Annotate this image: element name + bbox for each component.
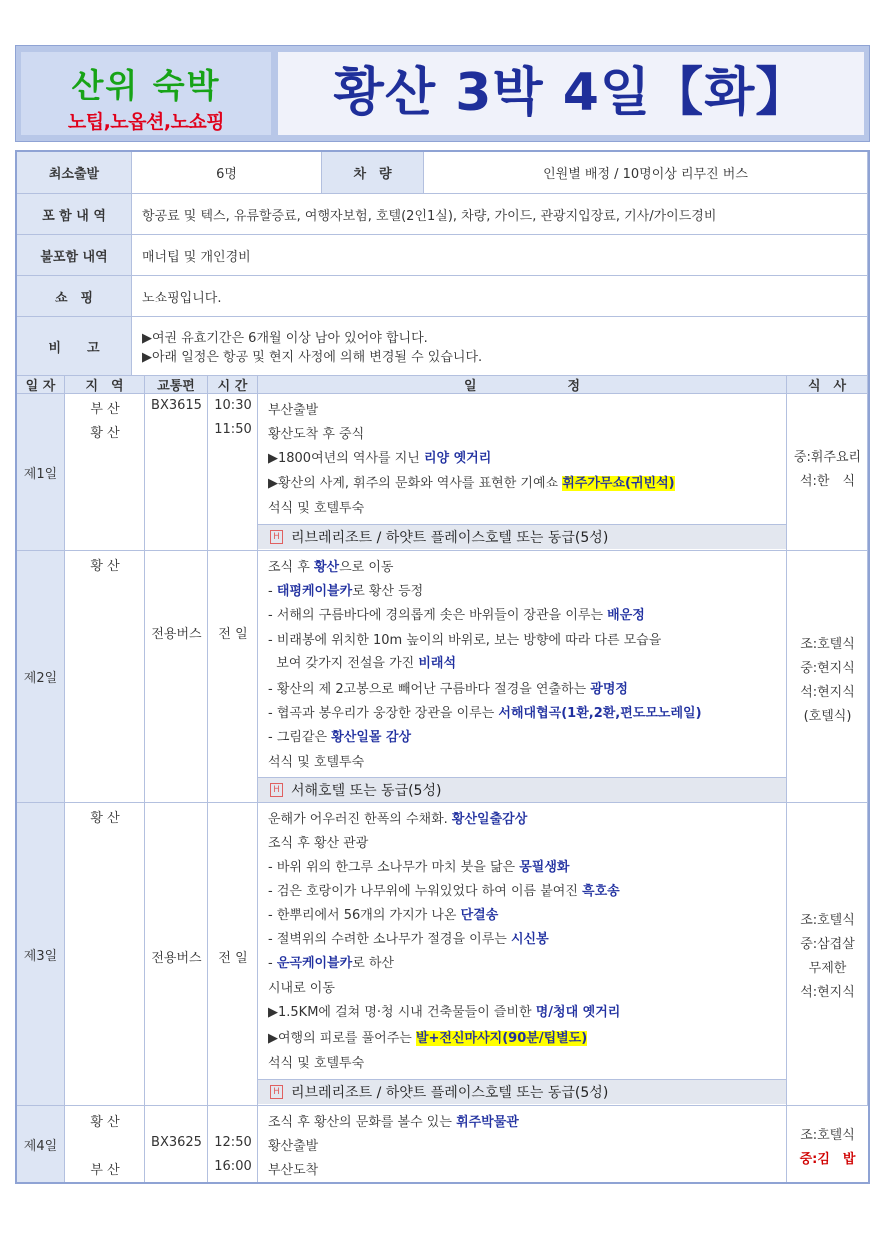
schedule-line: 조식 후 황산의 문화를 볼수 있는 휘주박물관	[268, 1115, 519, 1130]
day-schedule-cell	[258, 394, 787, 551]
region-text: 황 산	[90, 811, 120, 826]
shopping-value: 노쇼핑입니다.	[132, 276, 868, 317]
header-banner	[15, 45, 870, 142]
hotel-row: H 리브레리조트 / 하얏트 플레이스호텔 또는 동급(5성)	[258, 524, 786, 549]
time-text: 전 일	[218, 951, 248, 966]
page-title: 황산 3박 4일【화】	[333, 63, 809, 123]
schedule-line: 황산도착 후 중식	[268, 427, 365, 442]
col-header-day: 일 자	[17, 376, 65, 394]
day-region-cell	[65, 1106, 145, 1182]
itinerary-table	[15, 150, 870, 1184]
day-meals-cell	[787, 551, 868, 803]
vehicle-label: 차 량	[322, 152, 424, 194]
meal-text: 조:호텔식	[800, 637, 855, 652]
schedule-line: ▶1800여년의 역사를 지닌 리양 옛거리	[268, 451, 492, 466]
meal-text: (호텔식)	[803, 709, 852, 724]
includes-value: 항공료 및 텍스, 유류할증료, 여행자보험, 호텔(2인1실), 차량, 가이드, 관광지입장료, 기사/가이드경비	[132, 194, 868, 235]
schedule-line: 부산도착	[268, 1163, 319, 1178]
meal-text: 중:삼겹살	[800, 937, 855, 952]
brand-line1: 산위 숙박	[71, 66, 221, 105]
brand-box	[21, 52, 271, 135]
schedule-line: ▶여행의 피로를 풀어주는 발+전신마사지(90분/팁별도)	[268, 1031, 588, 1046]
remark-line: ▶아래 일정은 항공 및 현지 사정에 의해 변경될 수 있습니다.	[142, 350, 483, 365]
schedule-line: ▶황산의 사계, 휘주의 문화와 역사를 표현한 기예쇼 휘주가무쇼(귀빈석)	[268, 476, 675, 491]
time-text: 12:50	[214, 1135, 252, 1150]
remark-line: ▶여권 유효기간은 6개월 이상 남아 있어야 합니다.	[142, 331, 428, 346]
col-header-schedule: 일 정	[258, 376, 787, 394]
col-header-transport: 교통편	[145, 376, 208, 394]
schedule-line: 조식 후 황산 관광	[268, 836, 369, 851]
region-text: 황 산	[90, 559, 120, 574]
schedule-line: - 서해의 구름바다에 경의롭게 솟은 바위들이 장관을 이루는 배운정	[268, 608, 645, 623]
min-departure-value: 6명	[132, 152, 322, 194]
transport-text: 전용버스	[151, 951, 202, 966]
col-header-time: 시 간	[208, 376, 258, 394]
schedule-line: 보여 갖가지 전설을 가진 비래석	[268, 656, 457, 671]
hotel-icon: H	[270, 1085, 283, 1099]
schedule-line: - 한뿌리에서 56개의 가지가 나온 단결송	[268, 908, 499, 923]
transport-text: BX3615	[151, 398, 202, 413]
schedule-line: - 그림같은 황산일몰 감상	[268, 730, 412, 745]
day-schedule-cell	[258, 1106, 787, 1182]
day-region-cell	[65, 803, 145, 1106]
shopping-label: 쇼 핑	[17, 276, 132, 317]
day-meals-cell	[787, 803, 868, 1106]
hotel-icon: H	[270, 783, 283, 797]
region-text: 황 산	[90, 426, 120, 441]
time-text: 11:50	[214, 422, 252, 437]
schedule-line: - 절벽위의 수려한 소나무가 절경을 이루는 시신봉	[268, 932, 549, 947]
region-text: 황 산	[90, 1115, 120, 1130]
day-time-cell	[208, 551, 258, 803]
schedule-line: 석식 및 호텔투숙	[268, 755, 365, 770]
schedule-line: - 황산의 제 2고봉으로 빼어난 구름바다 절경을 연출하는 광명정	[268, 682, 628, 697]
transport-text: 전용버스	[151, 627, 202, 642]
hotel-row: H 리브레리조트 / 하얏트 플레이스호텔 또는 동급(5성)	[258, 1079, 786, 1104]
schedule-line: - 운곡케이블카로 하산	[268, 956, 394, 971]
schedule-line: - 태평케이블카로 황산 등정	[268, 584, 424, 599]
meal-text: 중:김 밥	[799, 1152, 856, 1167]
time-text: 16:00	[214, 1159, 252, 1174]
meal-text: 중:현지식	[800, 661, 855, 676]
time-text: 10:30	[214, 398, 252, 413]
remarks-label: 비 고	[17, 317, 132, 376]
col-header-meals: 식 사	[787, 376, 868, 394]
day-label: 제1일	[17, 394, 65, 551]
day-meals-cell	[787, 1106, 868, 1182]
day-label: 제3일	[17, 803, 65, 1106]
day-time-cell	[208, 394, 258, 551]
day-transport-cell	[145, 394, 208, 551]
hotel-row: H 서해호텔 또는 동급(5성)	[258, 777, 786, 802]
col-header-region: 지 역	[65, 376, 145, 394]
brand-line2: 노팁,노옵션,노쇼핑	[67, 111, 225, 133]
day-region-cell	[65, 551, 145, 803]
meal-text: 무제한	[808, 961, 847, 976]
schedule-line: - 바위 위의 한그루 소나무가 마치 붓을 닮은 몽필생화	[268, 860, 570, 875]
meal-text: 석:현지식	[800, 685, 855, 700]
schedule-line: 황산출발	[268, 1139, 319, 1154]
day-region-cell	[65, 394, 145, 551]
schedule-line: 시내로 이동	[268, 981, 335, 996]
meal-text: 조:호텔식	[800, 1128, 855, 1143]
schedule-line: 조식 후 황산으로 이동	[268, 560, 394, 575]
schedule-line: 운해가 어우러진 한폭의 수채화. 황산일출감상	[268, 812, 528, 827]
day-time-cell	[208, 803, 258, 1106]
meal-text: 석:현지식	[800, 985, 855, 1000]
remarks-value	[132, 317, 868, 376]
day-schedule-cell	[258, 803, 787, 1106]
time-text: 전 일	[218, 627, 248, 642]
title-box	[278, 52, 864, 135]
hotel-icon: H	[270, 530, 283, 544]
meal-text: 중:휘주요리	[793, 450, 862, 465]
day-transport-cell	[145, 551, 208, 803]
schedule-line: - 협곡과 봉우리가 웅장한 장관을 이루는 서해대협곡(1환,2환,편도모노레일)	[268, 706, 702, 721]
vehicle-value: 인원별 배정 / 10명이상 리무진 버스	[424, 152, 868, 194]
meal-text: 조:호텔식	[800, 913, 855, 928]
includes-label: 포 함 내 역	[17, 194, 132, 235]
day-label: 제2일	[17, 551, 65, 803]
excludes-value: 매너팁 및 개인경비	[132, 235, 868, 276]
schedule-line: 석식 및 호텔투숙	[268, 1056, 365, 1071]
schedule-line: 부산출발	[268, 403, 319, 418]
day-label: 제4일	[17, 1106, 65, 1182]
day-time-cell	[208, 1106, 258, 1182]
day-schedule-cell	[258, 551, 787, 803]
schedule-line: - 검은 호랑이가 나무위에 누워있었다 하여 이름 붙여진 흑호송	[268, 884, 620, 899]
schedule-line: ▶1.5KM에 걸쳐 명·청 시내 건축물들이 즐비한 명/청대 옛거리	[268, 1005, 621, 1020]
excludes-label: 불포함 내역	[17, 235, 132, 276]
region-text: 부 산	[90, 1163, 120, 1178]
schedule-line: 석식 및 호텔투숙	[268, 501, 365, 516]
region-text: 부 산	[90, 402, 120, 417]
day-transport-cell	[145, 1106, 208, 1182]
schedule-line: - 비래봉에 위치한 10m 높이의 바위로, 보는 방향에 따라 다른 모습을	[268, 633, 662, 648]
min-departure-label: 최소출발	[17, 152, 132, 194]
meal-text: 석:한 식	[799, 474, 856, 489]
day-meals-cell	[787, 394, 868, 551]
day-transport-cell	[145, 803, 208, 1106]
transport-text: BX3625	[151, 1135, 202, 1150]
